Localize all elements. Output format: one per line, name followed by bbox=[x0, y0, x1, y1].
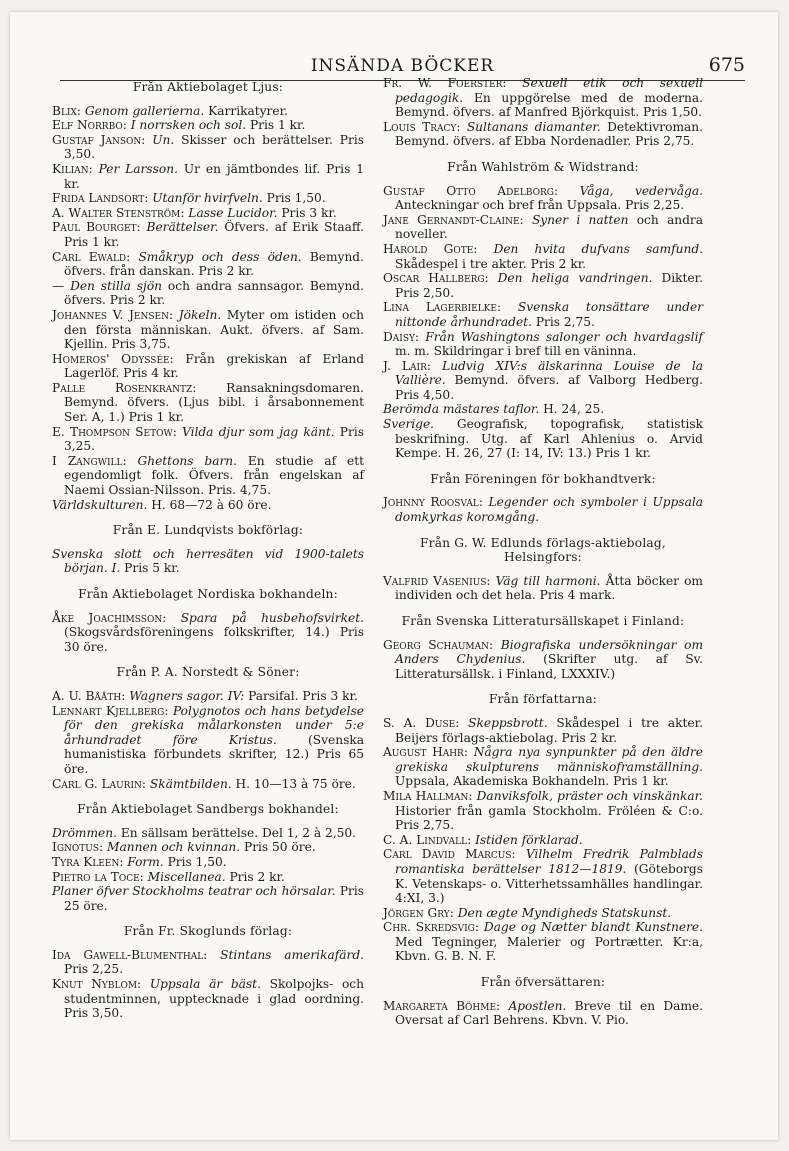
entry-author: Ida Gawell-Blumenthal: bbox=[52, 947, 221, 962]
entry-author: Fr. W. Foerster: bbox=[383, 76, 523, 90]
entry-details: Myter om istiden och den första människan. Aukt. öfvers. af Sam. Kjellin. Pris 3,75. bbox=[64, 307, 364, 352]
entry-author: I Zangwill: bbox=[52, 453, 138, 468]
entry-title: Världskulturen. bbox=[52, 497, 152, 512]
entry-author: Jörgen Gry: bbox=[383, 905, 458, 920]
entry-title: Svenska slott och herresäten vid 1900-talets början. I. bbox=[52, 546, 364, 576]
entry-title: Svenska tonsättare under nittonde århundradet. bbox=[395, 300, 703, 329]
entry-details: Pris 2,25. bbox=[64, 962, 124, 977]
book-entry bbox=[383, 920, 703, 964]
book-entry bbox=[383, 242, 703, 271]
book-entry bbox=[383, 330, 703, 359]
entry-title: Dage og Nætter blandt Kunstnere. bbox=[483, 920, 703, 935]
book-entry bbox=[52, 279, 364, 308]
book-entry bbox=[383, 417, 703, 461]
entry-author: Georg Schauman: bbox=[383, 637, 501, 652]
book-entry bbox=[52, 162, 364, 191]
entry-details: Pris 1,50. bbox=[167, 854, 227, 869]
entry-title: Uppsala är bäst. bbox=[149, 977, 270, 992]
entry-title: Drömmen. bbox=[52, 825, 121, 840]
book-entry bbox=[383, 574, 703, 603]
entry-details: Från grekiskan af Erland Lagerlöf. Pris 4 kr. bbox=[64, 351, 365, 381]
entry-title: Småkryp och dess öden. bbox=[138, 249, 310, 264]
book-entry bbox=[52, 704, 364, 777]
entry-title: Sverige. bbox=[383, 417, 457, 432]
entry-author: A. U. Bååth: bbox=[52, 688, 130, 703]
entry-title: Biografiska undersökningar om Anders Chydenius. bbox=[395, 637, 703, 667]
entry-details: Med Tegninger, Malerier og Portrætter. Kr:a, Kbvn. G. B. N. F. bbox=[395, 934, 703, 964]
entry-title: Spara på husbehofsvirket. bbox=[180, 610, 364, 625]
entry-details: Pris 25 öre. bbox=[64, 884, 364, 913]
entry-details: Geografisk, topografisk, statistisk beskrifning. Utg. af Karl Ahlenius o. Arvid Kempe. H. 26, 27 (I: 14, IV: 13.) Pris 1 kr. bbox=[395, 417, 703, 461]
publisher-heading: Från P. A. Norstedt & Söner: bbox=[116, 665, 300, 680]
entry-title: Den heliga vandringen. bbox=[497, 271, 662, 286]
entry-title: Genom gallerierna. bbox=[84, 103, 209, 118]
book-entry bbox=[383, 906, 703, 921]
book-entry bbox=[52, 777, 364, 792]
entry-details: Bemynd. öfvers. från danskan. Pris 2 kr. bbox=[64, 249, 364, 279]
entry-author: S. A. Duse: bbox=[383, 715, 469, 730]
book-entry bbox=[383, 716, 703, 745]
entry-title: Sexuell etik och sexuell pedagogik. bbox=[395, 76, 703, 105]
book-entry bbox=[383, 789, 703, 833]
book-entry bbox=[383, 847, 703, 905]
publisher-heading: Från Aktiebolaget Nordiska bokhandeln: bbox=[78, 587, 338, 601]
entry-details: Detektivroman. Bemynd. öfvers. af Ebba Nordenadler. Pris 2,75. bbox=[395, 119, 703, 149]
book-entry bbox=[52, 826, 364, 841]
entry-details: m. m. Skildringar i bref till en väninna. bbox=[395, 344, 637, 359]
entry-title: Mannen och kvinnan. bbox=[107, 840, 244, 855]
entry-title: Vilda djur som jag känt. bbox=[181, 424, 340, 439]
right-column bbox=[383, 76, 703, 1028]
book-entry bbox=[383, 833, 703, 848]
book-entry bbox=[383, 359, 703, 403]
entry-author: Carl G. Laurin: bbox=[52, 776, 150, 791]
publisher-heading: Från E. Lundqvists bokförlag: bbox=[112, 523, 304, 538]
book-entry bbox=[52, 104, 364, 119]
entry-details: Pris 3 kr. bbox=[281, 205, 337, 220]
entry-details: (Skrifter utg. af Sv. Litteratursällsk. i Finland, LXXXIV.) bbox=[395, 652, 703, 681]
entry-author: Daisy: bbox=[383, 329, 426, 344]
entry-author: Valfrid Vasenius: bbox=[383, 573, 496, 588]
entry-title: Legender och symboler i Uppsala domkyrkas korомgång. bbox=[395, 495, 703, 525]
entry-author: Lina Lagerbielke: bbox=[383, 300, 518, 315]
entry-title: Den hvita dufvans samfund. bbox=[493, 241, 703, 256]
book-entry bbox=[383, 213, 703, 242]
entry-author: Blix: bbox=[52, 103, 85, 118]
entry-details: Dikter. Pris 2,50. bbox=[395, 271, 704, 300]
entry-author: Paul Bourget: bbox=[52, 220, 147, 235]
publisher-heading: Från Wahlström & Widstrand: bbox=[447, 159, 639, 174]
entry-title: Apostlen. bbox=[508, 998, 575, 1013]
entry-title: Den stilla sjön bbox=[70, 278, 168, 293]
book-entry bbox=[52, 689, 364, 704]
book-entry bbox=[383, 402, 703, 417]
entry-author: Palle Rosenkrantz: bbox=[52, 380, 227, 395]
entry-details: Ur en jämtbondes lif. Pris 1 kr. bbox=[64, 161, 364, 191]
entry-details: och andra noveller. bbox=[395, 212, 703, 242]
entry-title: Per Larsson. bbox=[98, 161, 184, 176]
book-entry bbox=[383, 638, 703, 682]
entry-title: Ludvig XIV:s älskarinna Louise de la Vallière. bbox=[395, 358, 703, 388]
entry-title: Berättelser. bbox=[146, 220, 225, 235]
entry-details: H. 68—72 à 60 öre. bbox=[151, 497, 272, 512]
entry-author: J. Lair: bbox=[383, 358, 443, 373]
book-entry bbox=[52, 498, 364, 513]
entry-title: Den ægte Myndigheds Statskunst. bbox=[457, 905, 672, 920]
entry-author: Lennart Kjellberg: bbox=[52, 703, 173, 718]
book-entry bbox=[52, 118, 364, 133]
book-entry bbox=[52, 855, 364, 870]
entry-title: Lasse Lucidor. bbox=[188, 205, 282, 220]
entry-author: — bbox=[52, 278, 71, 293]
book-entry bbox=[52, 425, 364, 454]
entry-title: Miscellanea. bbox=[147, 869, 230, 884]
entry-author: Jane Gernandt-Claine: bbox=[383, 212, 532, 227]
book-entry bbox=[52, 381, 364, 425]
entry-title: Planer öfver Stockholms teatrar och hörsalar. bbox=[52, 884, 340, 899]
entry-details: Skisser och berättelser. Pris 3,50. bbox=[64, 132, 364, 162]
entry-details: Öfvers. af Erik Staaff. Pris 1 kr. bbox=[64, 220, 364, 249]
publisher-heading: Från författarna: bbox=[488, 692, 598, 707]
entry-title: Från Washingtons salonger och hvardagslif bbox=[425, 329, 703, 344]
entry-title: Un. bbox=[152, 132, 182, 147]
book-entry bbox=[52, 884, 364, 913]
entry-title: Skeppsbrott. bbox=[468, 715, 557, 730]
entry-title: Utanför hvirfveln. bbox=[152, 191, 267, 206]
entry-details: Skådespel i tre akter. Pris 2 kr. bbox=[395, 256, 587, 271]
entry-details: (Svenska humanistiska förbundets skrifter, 12.) Pris 65 öre. bbox=[64, 732, 364, 776]
book-entry bbox=[383, 999, 703, 1028]
entry-details: Karrikatyrer. bbox=[208, 103, 288, 118]
publisher-heading: Från Föreningen för bokhandtverk: bbox=[430, 471, 656, 486]
book-entry bbox=[52, 308, 364, 352]
entry-author: Tyra Kleen: bbox=[52, 854, 128, 869]
page-number: 675 bbox=[708, 54, 745, 76]
entry-author: Carl David Marcus: bbox=[383, 847, 526, 862]
book-entry bbox=[383, 271, 703, 300]
entry-author: A. Walter Stenström: bbox=[52, 205, 189, 220]
entry-author: E. Thompson Setow: bbox=[52, 424, 182, 439]
book-entry bbox=[52, 547, 364, 576]
publisher-heading: Från öfversättaren: bbox=[480, 975, 606, 990]
book-entry bbox=[52, 870, 364, 885]
entry-details: Pris 50 öre. bbox=[244, 840, 316, 855]
book-entry bbox=[52, 454, 364, 498]
entry-details: H. 24, 25. bbox=[543, 402, 605, 417]
entry-title: Jökeln. bbox=[178, 307, 227, 322]
publisher-heading: Från Svenska Litteratursällskapet i Finland: bbox=[401, 614, 685, 628]
entry-title: Ghettons barn. bbox=[137, 453, 248, 468]
entry-title: Väg till harmoni. bbox=[495, 573, 606, 588]
entry-title: Sultanans diamanter. bbox=[466, 119, 608, 134]
entry-details: Skolpojks- och studentminnen, upptecknade i glad oordning. Pris 3,50. bbox=[64, 977, 364, 1021]
page-title: INSÄNDA BÖCKER bbox=[310, 56, 495, 76]
entry-details: Åtta böcker om individen och det hela. Pris 4 mark. bbox=[395, 573, 703, 603]
book-entry bbox=[52, 250, 364, 279]
entry-title: Våga, vedervåga. bbox=[579, 183, 703, 198]
entry-title: Wagners sagor. IV: bbox=[129, 688, 249, 703]
entry-title: Polygnotos och hans betydelse för den grekiska målarkonsten under 5:e århundradet före Kristus. bbox=[64, 703, 364, 747]
entry-author: Margareta Böhme: bbox=[383, 998, 509, 1013]
entry-author: Gustaf Otto Adelborg: bbox=[383, 183, 580, 198]
entry-title: Form. bbox=[127, 854, 168, 869]
book-entry bbox=[383, 184, 703, 213]
entry-title: Danviksfolk, präster och vinskänkar. bbox=[476, 788, 703, 803]
entry-details: Breve til en Dame. Oversat af Carl Behrens. Kbvn. V. Pio. bbox=[395, 998, 703, 1028]
entry-details: Pris 2 kr. bbox=[229, 869, 285, 884]
entry-author: Elf Norrbo: bbox=[52, 118, 131, 133]
entry-details: Pris 5 kr. bbox=[124, 561, 180, 576]
entry-author: Gustaf Janson: bbox=[52, 132, 153, 147]
entry-author: Ignotus: bbox=[52, 840, 107, 855]
entry-author: C. A. Lindvall: bbox=[383, 832, 476, 847]
book-entry bbox=[52, 191, 364, 206]
entry-details: Pris 1,50. bbox=[266, 191, 326, 206]
entry-details: Pris 3,25. bbox=[64, 424, 364, 454]
left-column bbox=[52, 76, 364, 1021]
publisher-heading: Från G. W. Edlunds förlags-aktiebolag, Helsingfors: bbox=[420, 535, 666, 565]
book-entry bbox=[383, 76, 703, 120]
entry-title: Berömda mästares taflor. bbox=[383, 402, 544, 417]
entry-author: Knut Nyblom: bbox=[52, 977, 150, 992]
book-entry bbox=[383, 300, 703, 329]
entry-title: Syner i natten bbox=[531, 212, 637, 227]
entry-details: (Skogsvårdsföreningens folkskrifter, 14.) Pris 30 öre. bbox=[64, 625, 364, 654]
entry-title: Vilhelm Fredrik Palmblads romantiska berättelser 1812—1819. bbox=[395, 847, 703, 876]
entry-author: Åke Joachimsson: bbox=[52, 610, 181, 625]
entry-details: Uppsala, Akademiska Bokhandeln. Pris 1 kr. bbox=[395, 774, 669, 789]
book-entry bbox=[52, 611, 364, 655]
entry-details: En uppgörelse med de moderna. Bemynd. öfvers. af Manfred Björkquist. Pris 1,50. bbox=[395, 90, 703, 120]
book-entry bbox=[383, 495, 703, 524]
entry-details: En studie af ett egendomligt folk. Öfvers. från engelskan af Naemi Ossian-Nilsson. Pris. 4,75. bbox=[64, 453, 364, 498]
entry-details: H. 10—13 à 75 öre. bbox=[235, 776, 356, 791]
entry-details: En sällsam berättelse. Del 1, 2 à 2,50. bbox=[120, 825, 357, 840]
book-entry bbox=[52, 840, 364, 855]
book-entry bbox=[52, 220, 364, 249]
entry-author: Louis Tracy: bbox=[383, 119, 467, 134]
book-entry bbox=[383, 120, 703, 149]
entry-title: Istiden förklarad. bbox=[475, 832, 583, 847]
entry-author: Carl Ewald: bbox=[52, 249, 139, 264]
entry-details: Skådespel i tre akter. Beijers förlags-aktiebolag. Pris 2 kr. bbox=[395, 715, 703, 745]
entry-author: Harold Gote: bbox=[383, 241, 494, 256]
entry-author: Mila Hallman: bbox=[383, 788, 477, 803]
publisher-heading: Från Aktiebolaget Sandbergs bokhandel: bbox=[77, 802, 339, 817]
entry-details: och andra sannsagor. Bemynd. öfvers. Pris 2 kr. bbox=[64, 278, 364, 308]
entry-title: Några nya synpunkter på den äldre grekiska skulpturens människoframställning. bbox=[395, 745, 703, 774]
entry-author: Chr. Skredsvig: bbox=[383, 920, 484, 935]
entry-author: Pietro la Toce: bbox=[52, 869, 148, 884]
entry-details: Pris 2,75. bbox=[535, 314, 595, 329]
entry-details: (Göteborgs K. Vetenskaps- o. Vitterhetssamhälles handlingar. 4:XI, 3.) bbox=[395, 861, 703, 906]
entry-details: Anteckningar och bref från Uppsala. Pris 2,25. bbox=[395, 198, 685, 213]
entry-author: Johannes V. Jensen: bbox=[52, 307, 179, 322]
publisher-heading: Från Fr. Skoglunds förlag: bbox=[123, 924, 293, 939]
entry-author: August Hahr: bbox=[383, 745, 474, 760]
entry-title: I norrsken och sol. bbox=[130, 118, 250, 133]
entry-title: Stintans amerikafärd. bbox=[220, 947, 364, 962]
entry-author: Johnny Roosval: bbox=[383, 495, 489, 510]
entry-details: Pris 1 kr. bbox=[249, 118, 306, 133]
book-entry bbox=[52, 133, 364, 162]
publisher-heading: Från Aktiebolaget Ljus: bbox=[132, 80, 284, 94]
entry-author: Kilian: bbox=[52, 161, 99, 176]
entry-details: Parsifal. Pris 3 kr. bbox=[248, 688, 358, 703]
book-entry bbox=[52, 948, 364, 977]
book-entry bbox=[52, 977, 364, 1021]
entry-details: Historier från gamla Stockholm. Fröléen & C:o. Pris 2,75. bbox=[395, 803, 703, 833]
entry-author: Homeros' Odyssée: bbox=[52, 351, 186, 366]
entry-author: Oscar Hallberg: bbox=[383, 271, 498, 286]
book-entry bbox=[383, 745, 703, 789]
entry-author: Frida Landsort: bbox=[52, 191, 153, 206]
entry-title: Skämtbilden. bbox=[149, 776, 236, 791]
book-entry bbox=[52, 206, 364, 221]
entry-details: Bemynd. öfvers. af Valborg Hedberg. Pris 4,50. bbox=[395, 373, 703, 402]
entry-details: Ransakningsdomaren. Bemynd. öfvers. (Ljus bibl. i årsabonnement Ser. A, 1.) Pris 1 kr. bbox=[64, 380, 364, 425]
book-entry bbox=[52, 352, 364, 381]
